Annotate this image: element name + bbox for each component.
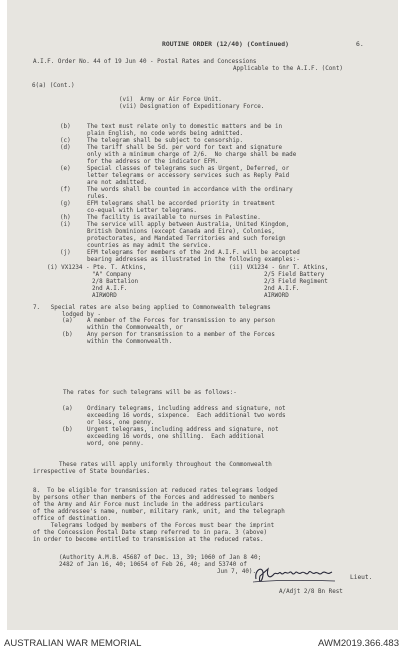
condition-line-text: The tariff shall be 5d. per word for text and signature <box>87 145 283 151</box>
condition-line-text: plain English, no code words being admitted. <box>87 131 244 137</box>
section-label: 6(a) (Cont.) <box>32 83 75 89</box>
authority-line: Jun 7, 40). <box>217 569 257 575</box>
footer-bar <box>0 630 405 653</box>
list-item-vii: (vii) Designation of Expeditionary Force. <box>119 104 265 110</box>
condition-line-label: (i) <box>60 222 71 228</box>
condition-line-label: (d) <box>60 145 71 151</box>
reference-number: AWM2019.366.483 <box>318 638 399 649</box>
uniform-line: irrespective of State boundaries. <box>33 469 151 475</box>
example-1-line: (i) VX1234 - Pte. T. Atkins, <box>47 265 147 271</box>
signature-title: A/Adjt 2/8 Bn Rest <box>279 589 343 595</box>
condition-line-text: countries as may admit the service. <box>87 243 212 249</box>
order-title-line-2: Applicable to the A.I.F. (Cont) <box>233 66 343 72</box>
para7-item-line-text: within the Commonwealth, or <box>87 325 183 331</box>
example-1-line: 2/8 Battalion <box>92 279 139 285</box>
condition-line-text: The service will apply between Australia, United Kingdom, <box>87 222 290 228</box>
para7-item-line-label: (b) <box>62 332 73 338</box>
para7-item-line-label: (a) <box>62 318 73 324</box>
rate-line-text: Urgent telegrams, including address and signature, not <box>87 427 279 433</box>
condition-line-text: Special classes of telegrams such as Urgent, Deferred, or <box>87 166 290 172</box>
condition-line-text: The telegram shall be subject to censorship. <box>87 138 244 144</box>
condition-line-label: (c) <box>60 138 71 144</box>
signature-rank: Lieut. <box>350 574 373 581</box>
paragraph-8-line: of the Army and Air Force must include in the address particulars <box>33 502 264 508</box>
authority-line: (Authority A.M.B. 45687 of Dec. 13, 39; 1060 of Jan 8 40; <box>59 555 262 561</box>
paragraph-8-line: office of destination. <box>33 516 112 522</box>
rate-line-text: Ordinary telegrams, including address and signature, not <box>87 406 286 412</box>
order-title-line-1: A.I.F. Order No. 44 of 19 Jun 40 - Postal Rates and Concessions <box>33 59 257 65</box>
example-1-line: AIRWORD <box>92 293 117 299</box>
condition-line-text: co-equal with Letter telegrams. <box>87 208 197 214</box>
paragraph-7-line: lodged by - <box>62 312 102 318</box>
condition-line-label: (g) <box>60 201 71 207</box>
condition-line-text: The text must relate only to domestic matters and be in <box>87 124 283 130</box>
para7-item-line-text: Any person for transmission to a member of the Forces <box>87 332 275 338</box>
condition-line-text: for the address or the indicator EFM. <box>87 159 219 165</box>
condition-line-text: EFM telegrams for members of the 2nd A.I.F. will be accepted <box>87 250 300 256</box>
list-item-vi: (vi) Army or Air Force Unit. <box>119 97 222 103</box>
condition-line-text: protectorates, and Mandated Territories and such foreign <box>87 236 286 242</box>
rates-intro: The rates for such telegrams will be as follows:- <box>63 390 237 396</box>
paragraph-8-line: 8. To be eligible for transmission at reduced rates telegrams lodged <box>33 488 278 494</box>
para7-item-line-text: A member of the Forces for transmission to any person <box>87 318 275 324</box>
example-2-line: 2/3 Field Regiment <box>264 279 328 285</box>
paragraph-8-line: Telegrams lodged by members of the Forces must bear the imprint <box>33 523 275 529</box>
condition-line-label: (f) <box>60 187 71 193</box>
condition-line-text: The facility is available to nurses in Palestine. <box>87 215 261 221</box>
rate-line-label: (a) <box>62 406 73 412</box>
uniform-line: These rates will apply uniformly throughout the Commonwealth <box>59 462 272 468</box>
example-1-line: "A" Company <box>92 272 132 278</box>
condition-line-label: (b) <box>60 124 71 130</box>
paragraph-8-line: in order to become entitled to transmission at the reduced rates. <box>33 537 264 543</box>
document-page <box>7 0 398 630</box>
condition-line-text: only with a minimum charge of 2/6. No charge shall be made <box>87 152 297 158</box>
paragraph-8-line: of the addressee's name, number, military rank, unit, and the telegraph <box>33 509 285 515</box>
paragraph-7-line: 7. Special rates are also being applied to Commonwealth telegrams <box>33 305 271 311</box>
condition-line-text: are not admitted. <box>87 180 148 186</box>
condition-line-text: rules. <box>87 194 109 200</box>
handwritten-signature <box>250 561 350 587</box>
institution-credit: AUSTRALIAN WAR MEMORIAL <box>4 638 142 649</box>
condition-line-text: EFM telegrams shall be accorded priority in treatment <box>87 201 275 207</box>
routine-order-header: ROUTINE ORDER (12/40) (Continued) <box>162 40 289 48</box>
rate-line-text: or less, one penny. <box>87 420 155 426</box>
authority-line: 2482 of Jan 16, 40; 10654 of Feb 26, 40; and 53740 of <box>59 562 247 568</box>
example-2-line: 2nd A.I.F. <box>264 286 300 292</box>
para7-item-line-text: within the Commonwealth. <box>87 339 173 345</box>
condition-line-label: (e) <box>60 166 71 172</box>
example-2-line: 2/5 Field Battery <box>264 272 325 278</box>
paragraph-8-line: of the Concession Postal Date stamp referred to in para. 3 (above) <box>33 530 268 536</box>
rate-line-text: word, one penny. <box>87 441 144 447</box>
condition-line-text: British Dominions (except Canada and Eire), Colonies, <box>87 229 275 235</box>
example-2-line: (ii) VX1234 - Gnr T. Atkins, <box>229 265 329 271</box>
rate-line-label: (b) <box>62 427 73 433</box>
condition-line-text: The words shall be counted in accordance with the ordinary <box>87 187 293 193</box>
example-1-line: 2nd A.I.F. <box>92 286 128 292</box>
page-number: 6. <box>356 40 364 48</box>
condition-line-text: letter telegrams or accessory services such as Reply Paid <box>87 173 290 179</box>
condition-line-text: bearing addresses as illustrated in the following examples:- <box>87 257 300 263</box>
condition-line-label: (h) <box>60 215 71 221</box>
condition-line-label: (j) <box>60 250 71 256</box>
rate-line-text: exceeding 16 words, sixpence. Each additional two words <box>87 413 286 419</box>
paragraph-8-line: by persons other than members of the Forces and addressed to members <box>33 495 275 501</box>
rate-line-text: exceeding 16 words, one shilling. Each additional <box>87 434 265 440</box>
example-2-line: AIRWORD <box>264 293 289 299</box>
